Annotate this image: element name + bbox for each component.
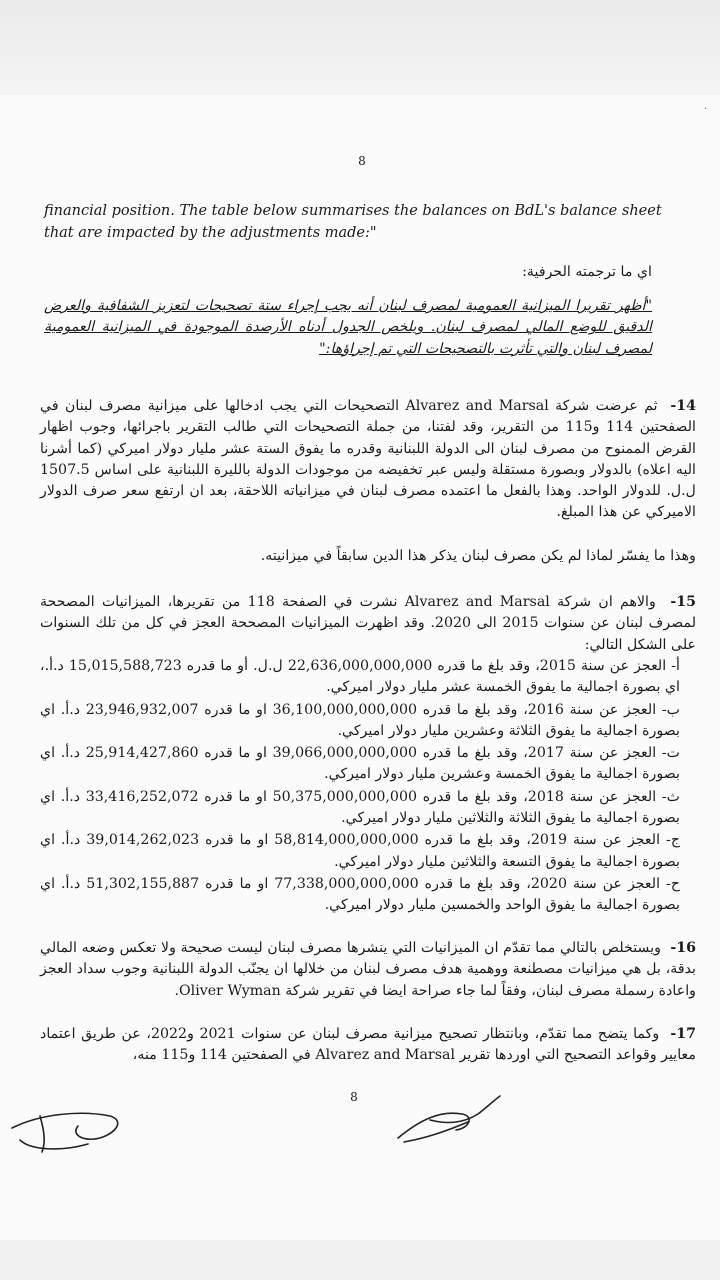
item-number: 16-	[670, 940, 696, 956]
deficit-item: ح- العجز عن سنة 2020، وقد بلغ ما قدره 77,338,000,000,000 او ما قدره 51,302,155,887 د.أ. اي بصورة اجمالية ما يفوق الواحد والخمسين مليار دولار اميركي.	[40, 875, 680, 914]
signature-left	[12, 1113, 118, 1152]
deficit-item: أ- العجز عن سنة 2015، وقد بلغ ما قدره 22,636,000,000,000 ل.ل. أو ما قدره 15,015,588,723 د.أ.، اي بصورة اجمالية ما يفوق الخمسة عشر مليار دولار اميركي.	[40, 658, 680, 696]
item-17	[40, 1024, 696, 1067]
item-number: 14-	[670, 398, 696, 414]
page-number-top: 8	[358, 154, 366, 168]
deficit-list	[40, 656, 680, 918]
item-text: والاهم ان شركة Alvarez and Marsal نشرت في الصفحة 118 من تقريرها، الميزانيات المصححة لمصرف لبنان عن سنوات 2015 الى 2020. وقد اظهرت الميزانيات المصححة العجز في كل من تلك السنوات على الشكل التالي:	[40, 594, 697, 653]
signatures	[0, 1080, 720, 1160]
item-text: ويستخلص بالتالي مما تقدّم ان الميزانيات التي ينشرها مصرف لبنان ليست صحيحة ولا تعكس وضعه المالي بدقة، بل هي ميزانيات مصطنعة ووهمية هدف مصرف لبنان من خلالها ان يجنّب الدولة اللبنانية وجوب سداد العجز واعادة رسملة مصرف لبنان، وفقاً لما جاء صراحة ايضا في تقرير شركة Oliver Wyman.	[40, 940, 696, 999]
top-margin	[0, 0, 720, 95]
item-text: وكما يتضح مما تقدّم، وبانتظار تصحيح ميزانية مصرف لبنان عن سنوات 2021 و2022، عن طريق اعتماد معايير وقواعد التصحيح التي اوردها تقرير Alvarez and Marsal في الصفحتين 114 و115 منه،	[40, 1026, 696, 1064]
english-quote: financial position. The table below summarises the balances on BdL's balance sheet that are impacted by the adjustments made:"	[44, 203, 662, 241]
deficit-item: ب- العجز عن سنة 2016، وقد بلغ ما قدره 36,100,000,000,000 او ما قدره 23,946,932,007 د.أ. اي بصورة اجمالية ما يفوق الثلاثة وعشرين مليار دولار اميركي.	[40, 701, 680, 739]
signature-right	[398, 1096, 500, 1142]
item-16	[40, 938, 696, 1002]
item-text: ثم عرضت شركة Alvarez and Marsal التصحيحات التي يجب ادخالها على ميزانية مصرف لبنان في الصفحتين 114 و115 من التقرير، وقد لفتنا، من جملة التصحيحات التي طالب التقرير باجرائها، وجوب اظهار القرض الممنوح من مصرف لبنان الى الدولة اللبنانية وقدره ما يفوق الستة عشر مليار دولار اميركي (كما أشرنا اليه اعلاه) بالدولار وبصورة مستقلة وليس عبر تخفيضه من موجودات الدولة بالليرة اللبنانية على اساس 1507.5 ل.ل. للدولار الواحد. وهذا بالفعل ما اعتمده مصرف لبنان في ميزانياته اللاحقة، بعد ان ارتفع سعر صرف الدولار الاميركي عن هذا المبلغ.	[40, 398, 696, 521]
item-15	[40, 592, 696, 656]
scan-speck: ·	[704, 104, 708, 115]
note-text: وهذا ما يفسّر لماذا لم يكن مصرف لبنان يذكر هذا الدين سابقاً في ميزانيته.	[260, 548, 696, 564]
deficit-item: ث- العجز عن سنة 2018، وقد بلغ ما قدره 50,375,000,000,000 او ما قدره 33,416,252,072 د.أ. اي بصورة اجمالية ما يفوق الثلاثة والثلاثين مليار دولار اميركي.	[40, 788, 680, 827]
deficit-item: ج- العجز عن سنة 2019، وقد بلغ ما قدره 58,814,000,000,000 او ما قدره 39,014,262,023 د.أ. اي بصورة اجمالية ما يفوق التسعة والثلاثين مليار دولار اميركي.	[40, 832, 680, 870]
page-number-bottom: 8	[350, 1090, 358, 1104]
translation-label: اي ما ترجمته الحرفية:	[522, 264, 652, 280]
item-number: 15-	[670, 594, 697, 610]
item-number: 17-	[670, 1026, 696, 1042]
item-14	[40, 396, 696, 524]
item-14-note	[40, 546, 696, 567]
translated-quote: "أظهر تقريرا الميزانية العمومية لمصرف لبنان أنه يجب إجراء ستة تصحيحات لتعزيز الشفافية والعرض الدقيق للوضع المالي لمصرف لبنان. ويلخص الجدول أدناه الأرصدة الموجودة في الميزانية العمومية لمصرف لبنان والتي تأثرت بالتصحيحات التي تم إجراؤها:"	[44, 298, 652, 357]
deficit-item: ت- العجز عن سنة 2017، وقد بلغ ما قدره 39,066,000,000,000 او ما قدره 25,914,427,860 د.أ. اي بصورة اجمالية ما يفوق الخمسة وعشرين مليار دولار اميركي.	[40, 745, 680, 783]
bottom-margin	[0, 1240, 720, 1280]
